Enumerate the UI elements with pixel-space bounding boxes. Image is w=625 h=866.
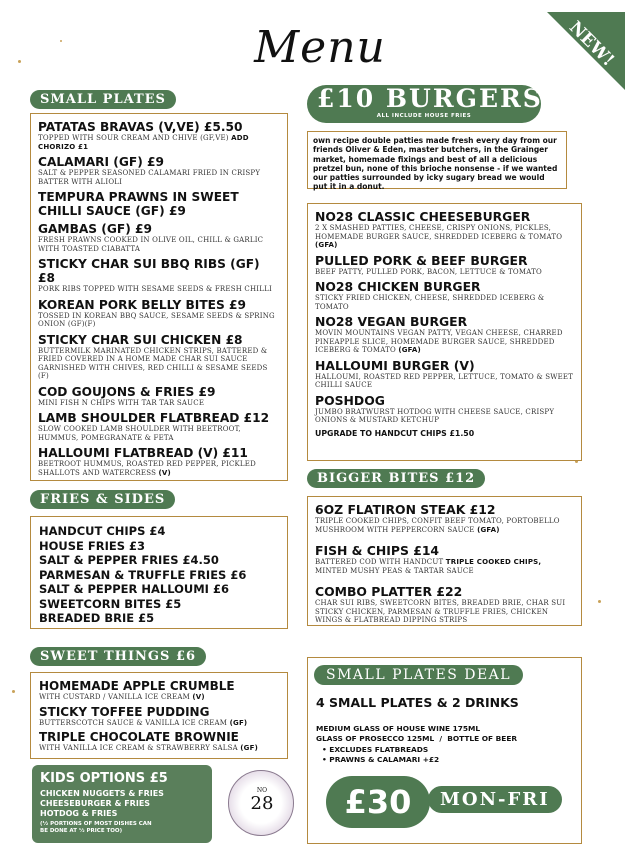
deal-bullet: • PRAWNS & CALAMARI +£2 <box>322 755 440 764</box>
deal-bullet-text: EXCLUDES FLATBREADS <box>329 745 429 754</box>
menu-item-description-text: 2 X SMASHED PATTIES, CHEESE, CRISPY ONIONS, PICKLES, HOMEMADE BURGER SAUCE, SHREDDED ICEBERG & TOMATO <box>315 224 563 241</box>
menu-item-description <box>315 558 574 575</box>
menu-item-description <box>39 744 279 753</box>
menu-item-description <box>315 517 574 534</box>
fries-sides-item: SALT & PEPPER FRIES £4.50 <box>39 553 219 567</box>
menu-item-name: NO28 CHICKEN BURGER <box>315 279 481 294</box>
fries-sides-item: SALT & PEPPER HALLOUMI £6 <box>39 582 229 596</box>
menu-item-name: STICKY TOFFEE PUDDING <box>39 704 210 719</box>
menu-item-description-text: WITH VANILLA ICE CREAM & STRAWBERRY SALSA <box>39 744 238 752</box>
menu-item-description-text: HALLOUMI, ROASTED RED PEPPER, LETTUCE, TOMATO & SWEET CHILLI SAUCE <box>315 372 574 389</box>
menu-item-name: LAMB SHOULDER FLATBREAD £12 <box>38 411 270 425</box>
menu-item <box>39 679 279 702</box>
menu-item <box>38 155 280 186</box>
menu-item-description <box>315 329 574 355</box>
menu-item-name: TEMPURA PRAWNS IN SWEET CHILLI SAUCE (GF) £9 <box>38 190 239 218</box>
menu-item-description-text: MOVIN MOUNTAINS VEGAN PATTY, VEGAN CHEESE, CHARRED PINEAPPLE SLICE, HOMEMADE BURGER SAUCE, SHREDDED ICEBERG & TOMATO <box>315 329 563 354</box>
menu-item-name: NO28 CLASSIC CHEESEBURGER <box>315 209 531 224</box>
kids-option-item: HOTDOG & FRIES <box>40 809 118 818</box>
menu-item-description <box>315 268 574 277</box>
burgers-box <box>307 203 582 461</box>
menu-item <box>315 503 574 534</box>
burgers-list <box>315 210 574 425</box>
menu-item-description-text: MINI FISH N CHIPS WITH TAR TAR SAUCE <box>38 398 205 407</box>
sweet-things-heading: SWEET THINGS £6 <box>30 647 206 666</box>
burgers-subheading: ALL INCLUDE HOUSE FRIES <box>376 113 472 119</box>
menu-item <box>38 120 280 151</box>
menu-item-description-text: CHAR SUI RIBS, SWEETCORN BITES, BREADED BRIE, CHAR SUI STICKY CHICKEN, PARMESAN & TRUFFLE FRIES, CHICKEN WINGS & FLATBREAD DIPPING STRIPS <box>315 599 566 624</box>
menu-item-name: HOMEMADE APPLE CRUMBLE <box>39 679 235 693</box>
menu-item-name: HALLOUMI BURGER (V) <box>315 357 475 373</box>
deal-price: £30 <box>326 776 430 828</box>
menu-item-name: COMBO PLATTER £22 <box>315 584 463 599</box>
menu-item-description-text: FRESH PRAWNS COOKED IN OLIVE OIL, CHILL & GARLIC WITH TOASTED CIABATTA <box>38 236 264 253</box>
no28-logo <box>228 770 294 836</box>
menu-item-description <box>315 599 574 625</box>
sweet-things-box <box>30 672 288 759</box>
deal-days: MON-FRI <box>428 786 562 813</box>
menu-item-description-text: SLOW COOKED LAMB SHOULDER WITH BEETROOT, HUMMUS, POMEGRANATE & FETA <box>38 425 241 442</box>
fries-sides-list <box>39 524 279 626</box>
menu-item-tag: (V) <box>192 693 205 701</box>
menu-item-description-text: BEEF PATTY, PULLED PORK, BACON, LETTUCE & TOMATO <box>315 267 542 276</box>
menu-item-description <box>38 285 280 294</box>
menu-item <box>39 730 279 753</box>
menu-item-description-text: TRIPLE COOKED CHIPS, CONFIT BEEF TOMATO, PORTOBELLO MUSHROOM WITH PEPPERCORN SAUCE <box>315 517 560 534</box>
small-plates-list <box>38 120 280 477</box>
menu-item <box>315 585 574 625</box>
decorative-fleck <box>12 690 15 693</box>
small-plates-heading: SMALL PLATES <box>30 90 176 109</box>
burgers-upgrade: UPGRADE TO HANDCUT CHIPS £1.50 <box>315 428 475 438</box>
menu-item <box>38 333 280 381</box>
menu-item-name: FISH & CHIPS £14 <box>315 543 440 558</box>
menu-item-name: HALLOUMI FLATBREAD (V) £11 <box>38 446 248 460</box>
deal-line-1: MEDIUM GLASS OF HOUSE WINE 175ML <box>316 724 481 733</box>
menu-item-description <box>39 719 279 728</box>
menu-item-description-text: TOPPED WITH SOUR CREAM AND CHIVE (GF,VE) <box>38 134 229 142</box>
menu-item-description-text: JUMBO BRATWURST HOTDOG WITH CHEESE SAUCE, CRISPY ONIONS & MUSTARD KETCHUP <box>315 407 555 424</box>
menu-item-description-text: TOSSED IN KOREAN BBQ SAUCE, SESAME SEEDS & SPRING ONION (GF)(F) <box>38 311 275 328</box>
menu-item-description-text: BUTTERMILK MARINATED CHICKEN STRIPS, BATTERED & FRIED COVERED IN A HOME MADE CHAR SUI SAUCE GARNISHED WITH CHIVES, RED CHILLI & SESAME SEEDS (F) <box>38 346 268 380</box>
menu-item-name: NO28 VEGAN BURGER <box>315 314 468 329</box>
menu-item <box>315 394 574 425</box>
menu-item <box>38 446 280 477</box>
menu-item-tag: (GF) <box>229 718 248 727</box>
menu-item <box>38 257 280 294</box>
menu-item-description <box>315 408 574 425</box>
menu-item-description-text: BEETROOT HUMMUS, ROASTED RED PEPPER, PICKLED SHALLOTS AND WATERCRESS <box>38 460 256 477</box>
logo-number: 28 <box>250 793 274 814</box>
menu-item-description-text: MINTED MUSHY PEAS & TARTAR SAUCE <box>315 566 474 575</box>
menu-item <box>315 254 574 277</box>
menu-item <box>315 315 574 355</box>
menu-item-description-text: SALT & PEPPER SEASONED CALAMARI FRIED IN CRISPY BATTER WITH ALIOLI <box>38 169 261 186</box>
burgers-heading: £10 BURGERS <box>317 84 543 113</box>
decorative-fleck <box>60 40 62 42</box>
fries-sides-item: HANDCUT CHIPS £4 <box>39 524 166 538</box>
menu-item-tag: (GFA) <box>477 525 500 534</box>
menu-item-name: STICKY CHAR SUI CHICKEN £8 <box>38 332 243 347</box>
menu-item <box>38 298 280 329</box>
kids-option-item: CHEESEBURGER & FRIES <box>40 799 151 808</box>
menu-item-name: 6OZ FLATIRON STEAK £12 <box>315 502 496 517</box>
menu-item-description-text: BUTTERSCOTCH SAUCE & VANILLA ICE CREAM <box>39 718 228 727</box>
fries-sides-item: SWEETCORN BITES £5 <box>39 596 182 611</box>
burgers-intro-box <box>307 131 567 192</box>
menu-item-description <box>39 693 279 702</box>
menu-item <box>38 190 280 218</box>
bigger-bites-box <box>307 496 582 626</box>
menu-item-description-text: BATTERED COD WITH HANDCUT <box>315 558 444 566</box>
menu-item-name: COD GOUJONS & FRIES £9 <box>38 384 216 399</box>
kids-options-list <box>40 789 204 819</box>
burgers-heading-pill <box>307 85 541 123</box>
menu-item-name: PULLED PORK & BEEF BURGER <box>315 252 528 268</box>
deal-line-2: GLASS OF PROSECCO 125ML / BOTTLE OF BEER <box>316 734 518 743</box>
menu-item <box>38 411 280 442</box>
kids-option-item: CHICKEN NUGGETS & FRIES <box>40 789 164 798</box>
menu-item-tag: TRIPLE COOKED CHIPS, <box>445 558 542 566</box>
logo-small-text: NO <box>256 787 268 794</box>
decorative-fleck <box>18 60 21 63</box>
menu-item-name: KOREAN PORK BELLY BITES £9 <box>38 297 246 312</box>
menu-item-description <box>38 460 280 477</box>
menu-item-description <box>315 294 574 311</box>
menu-item-name: CALAMARI (GF) £9 <box>38 155 164 169</box>
menu-item-description <box>38 134 280 151</box>
menu-item <box>39 705 279 728</box>
menu-item-tag: (V) <box>158 468 171 477</box>
menu-item-name: PATATAS BRAVAS (V,VE) £5.50 <box>38 120 243 134</box>
menu-item-description <box>38 169 280 186</box>
menu-item-description <box>38 399 280 408</box>
bigger-bites-heading: BIGGER BITES £12 <box>307 469 485 488</box>
fries-sides-item: BREADED BRIE £5 <box>39 611 155 625</box>
deal-bullet-text: PRAWNS & CALAMARI +£2 <box>329 755 440 764</box>
menu-item-description-text: STICKY FRIED CHICKEN, CHEESE, SHREDDED ICEBERG & TOMATO <box>315 294 545 311</box>
menu-item-name: POSHDOG <box>315 392 385 408</box>
fries-sides-heading: FRIES & SIDES <box>30 490 175 509</box>
menu-item-tag: (GFA) <box>315 241 338 249</box>
page-title: Menu <box>254 22 386 73</box>
kids-options-heading: KIDS OPTIONS £5 <box>40 771 168 786</box>
menu-item-tag: (GFA) <box>398 346 421 354</box>
menu-item-name: TRIPLE CHOCOLATE BROWNIE <box>39 730 239 744</box>
menu-item <box>315 210 574 250</box>
menu-item <box>315 544 574 575</box>
small-plates-box <box>30 113 288 481</box>
deal-bullet: • EXCLUDES FLATBREADS <box>322 745 429 754</box>
fries-sides-box <box>30 516 288 629</box>
menu-item <box>315 280 574 311</box>
menu-item-name: GAMBAS (GF) £9 <box>38 222 152 236</box>
menu-item-description <box>315 373 574 390</box>
deal-heading: SMALL PLATES DEAL <box>314 665 523 685</box>
menu-item-description-text: PORK RIBS TOPPED WITH SESAME SEEDS & FRESH CHILLI <box>38 285 272 293</box>
bigger-bites-list <box>315 503 574 625</box>
menu-item-description <box>38 312 280 329</box>
menu-item <box>315 359 574 390</box>
menu-item-description-text: WITH CUSTARD / VANILLA ICE CREAM <box>39 693 190 701</box>
kids-options-note: (½ PORTIONS OF MOST DISHES CAN BE DONE AT ½ PRICE TOO) <box>40 821 152 834</box>
menu-item-description <box>315 224 574 250</box>
fries-sides-item: HOUSE FRIES £3 <box>39 538 146 553</box>
sweet-things-list <box>39 679 279 753</box>
fries-sides-item: PARMESAN & TRUFFLE FRIES £6 <box>39 567 247 582</box>
menu-item-description <box>38 425 280 442</box>
menu-item-description <box>38 347 280 381</box>
menu-item-description <box>38 236 280 253</box>
deal-box <box>307 657 582 844</box>
deal-bullets <box>322 745 439 765</box>
deal-title: 4 SMALL PLATES & 2 DRINKS <box>316 695 519 710</box>
menu-item-tag: (GF) <box>240 744 259 752</box>
burgers-intro: own recipe double patties made fresh every day from our friends Oliver & Eden, master butchers, in the Grainger market, homemade fixings and best of all a delicious pretzel bun, none of this brioche nonsense - if we wanted our patties surrounded by icky sugary bread we would put it in a donut. <box>313 136 558 192</box>
kids-options-panel <box>32 765 212 843</box>
menu-item <box>38 222 280 253</box>
decorative-fleck <box>598 600 601 603</box>
new-ribbon-label: NEW! <box>564 17 619 71</box>
menu-item-name: STICKY CHAR SUI BBQ RIBS (GF) £8 <box>38 257 260 285</box>
menu-item-tag: ADD CHORIZO £1 <box>38 134 249 151</box>
menu-item <box>38 385 280 408</box>
